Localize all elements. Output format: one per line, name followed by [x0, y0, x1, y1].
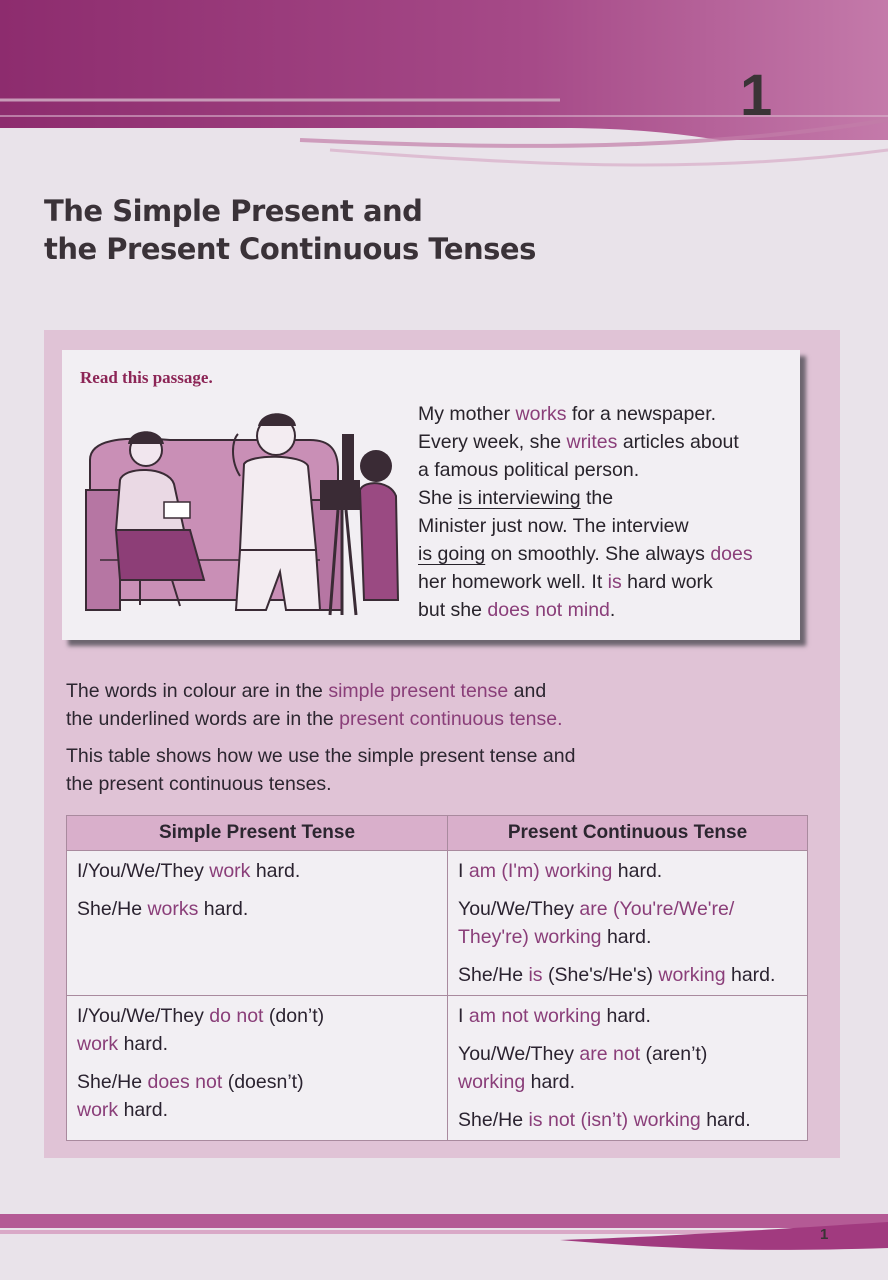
text-run: hard. — [601, 926, 652, 948]
text-run: but she — [418, 599, 488, 621]
text-run: hard. — [700, 1109, 751, 1131]
text-run: My mother — [418, 403, 516, 425]
text-run: (She's/He's) — [542, 964, 659, 986]
text-run: (doesn’t) — [222, 1071, 304, 1093]
explanation-1 — [66, 677, 686, 733]
text-run: on smoothly. She always — [485, 543, 711, 565]
coloured-word: do not — [209, 1005, 264, 1027]
coloured-word: work — [77, 1033, 119, 1055]
table-cell-line — [458, 857, 797, 885]
coloured-word: (You're/We're/ — [607, 898, 735, 920]
text-run: You/We/They — [458, 898, 580, 920]
coloured-word: is — [528, 964, 543, 986]
text-run: This table shows how we use the simple present tense and — [66, 745, 576, 767]
underlined-word: is interviewing — [458, 487, 581, 509]
coloured-word: writes — [566, 431, 618, 453]
table-cell-line — [458, 1106, 797, 1134]
coloured-word: are not — [579, 1043, 641, 1065]
text-run: She/He — [458, 1109, 529, 1131]
text-run: the — [580, 487, 614, 509]
text-run: articles about — [617, 431, 739, 453]
cell-simple-present-negative — [67, 996, 448, 1141]
table-row-positive — [67, 851, 808, 996]
text-run: (don’t) — [263, 1005, 325, 1027]
coloured-word: They're) working — [458, 926, 602, 948]
table-cell-line — [77, 857, 437, 885]
coloured-word: working — [458, 1071, 526, 1093]
text-run: hard. — [118, 1033, 169, 1055]
explanation-2 — [66, 742, 686, 798]
text-run: She — [418, 487, 459, 509]
text-run: and — [508, 680, 547, 702]
coloured-word: working — [658, 964, 726, 986]
coloured-word: is — [607, 571, 622, 593]
footer-banner — [0, 1200, 888, 1280]
text-run: a famous political person. — [418, 459, 640, 481]
text-run: her homework well. It — [418, 571, 608, 593]
text-run: hard. — [250, 860, 301, 882]
text-run: hard. — [198, 898, 249, 920]
coloured-word: simple present tense — [328, 680, 509, 702]
coloured-word: does — [710, 543, 753, 565]
text-run: The words in colour are in the — [66, 680, 329, 702]
table-cell-line — [77, 1002, 437, 1058]
underlined-word: is going — [418, 543, 486, 565]
text-run: Every week, she — [418, 431, 567, 453]
page-title-line-1: The Simple Present and — [44, 194, 423, 228]
text-run: hard. — [118, 1099, 169, 1121]
coloured-word: work — [77, 1099, 119, 1121]
coloured-word: does not mind — [487, 599, 610, 621]
table-cell-line — [458, 1002, 797, 1030]
coloured-word: am not working — [468, 1005, 602, 1027]
coloured-word: works — [515, 403, 567, 425]
text-run: hard. — [725, 964, 776, 986]
text-run: She/He — [77, 1071, 148, 1093]
header-present-continuous: Present Continuous Tense — [448, 816, 808, 851]
cell-present-continuous-positive — [448, 851, 808, 996]
text-run: the present continuous tenses. — [66, 773, 332, 795]
text-run: the underlined words are in the — [66, 708, 340, 730]
text-run: She/He — [77, 898, 148, 920]
text-run: hard. — [601, 1005, 651, 1027]
text-run: (aren’t) — [640, 1043, 708, 1065]
chapter-number: 1 — [740, 63, 773, 128]
cell-present-continuous-negative — [448, 996, 808, 1141]
text-run: hard. — [612, 860, 663, 882]
text-run: . — [609, 599, 616, 621]
read-instruction: Read this passage. — [80, 368, 213, 387]
text-run: Minister just now. The interview — [418, 515, 689, 537]
table-cell-line — [458, 961, 797, 989]
text-run: I/You/We/They — [77, 860, 210, 882]
coloured-word: present continuous tense. — [339, 708, 563, 730]
text-run: I — [458, 860, 469, 882]
table-row-negative — [67, 996, 808, 1141]
coloured-word: are — [579, 898, 608, 920]
table-cell-line — [458, 1040, 797, 1096]
text-run: for a newspaper. — [566, 403, 717, 425]
text-run: I — [458, 1005, 469, 1027]
text-run: hard work — [621, 571, 713, 593]
text-run: I/You/We/They — [77, 1005, 210, 1027]
coloured-word: work — [209, 860, 251, 882]
text-run: She/He — [458, 964, 529, 986]
header-simple-present: Simple Present Tense — [67, 816, 448, 851]
coloured-word: works — [147, 898, 199, 920]
table-cell-line — [77, 895, 437, 923]
table-cell-line — [458, 895, 797, 951]
page-number: 1 — [820, 1226, 829, 1243]
reading-passage — [418, 400, 788, 624]
coloured-word: is not (isn’t) working — [528, 1109, 701, 1131]
coloured-word: am (I'm) working — [468, 860, 613, 882]
coloured-word: does not — [147, 1071, 223, 1093]
text-run: hard. — [525, 1071, 576, 1093]
page-title-line-2: the Present Continuous Tenses — [44, 232, 536, 266]
tense-table — [66, 815, 808, 1141]
table-cell-line — [77, 1068, 437, 1124]
page-title — [44, 192, 536, 268]
table-header-row — [67, 816, 808, 851]
text-run: You/We/They — [458, 1043, 580, 1065]
cell-simple-present-positive — [67, 851, 448, 996]
tv-interview-illustration — [80, 400, 400, 622]
